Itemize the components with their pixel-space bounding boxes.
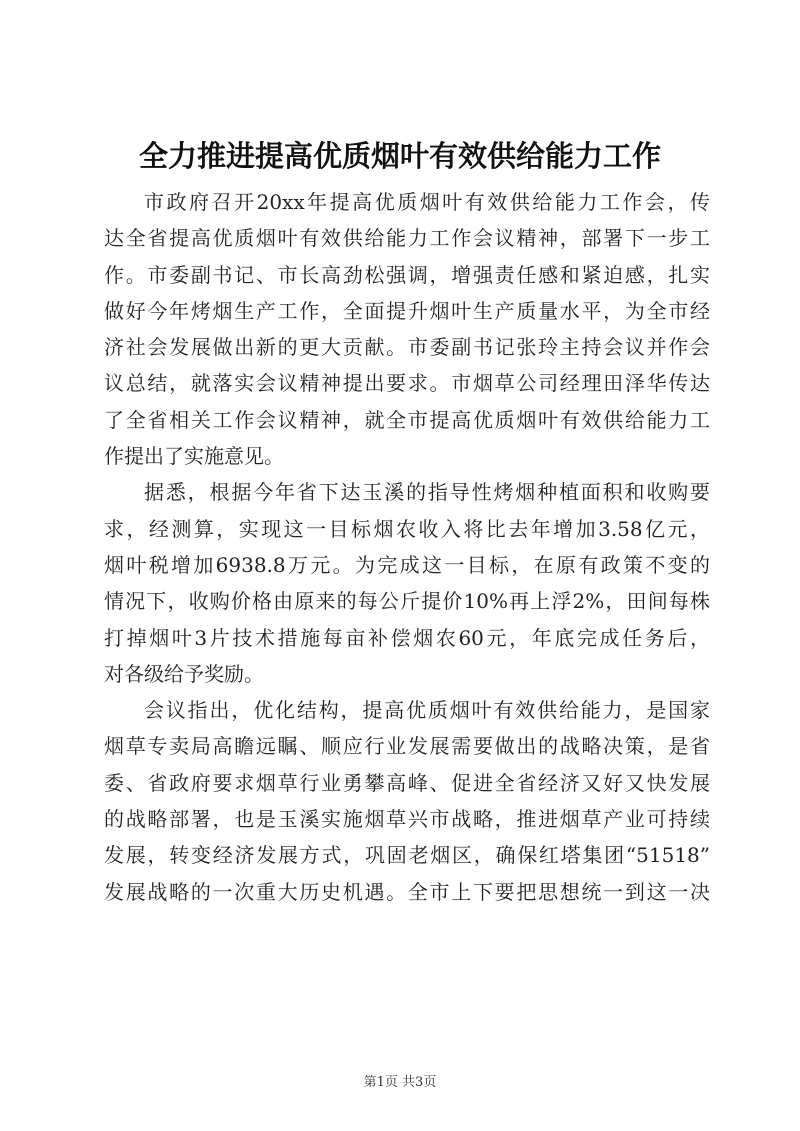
paragraph-line: 发展战略的一次重大历史机遇。全市上下要把思想统一到这一决 <box>104 879 710 904</box>
paragraph-line: 求，经测算，实现这一目标烟农收入将比去年增加3.58亿元， <box>104 516 710 541</box>
paragraph-line: 做好今年烤烟生产工作，全面提升烟叶生产质量水平，为全市经 <box>104 298 710 323</box>
document-title: 全力推进提高优质烟叶有效供给能力工作 <box>138 139 661 173</box>
paragraph-line: 议总结，就落实会议精神提出要求。市烟草公司经理田泽华传达 <box>104 371 710 396</box>
paragraph-line: 发展，转变经济发展方式，巩固老烟区，确保红塔集团“51518” <box>104 843 710 868</box>
paragraph-line: 对各级给予奖励。 <box>104 661 264 686</box>
paragraph-line: 据悉，根据今年省下达玉溪的指导性烤烟种植面积和收购要 <box>144 480 710 505</box>
document-body <box>104 184 710 910</box>
paragraph-line: 济社会发展做出新的更大贡献。市委副书记张玲主持会议并作会 <box>104 335 710 360</box>
paragraph-line: 市政府召开20xx年提高优质烟叶有效供给能力工作会，传 <box>144 190 710 214</box>
paragraph-line: 委、省政府要求烟草行业勇攀高峰、促进全省经济又好又快发展 <box>104 770 710 795</box>
page-footer: 第1页 共3页 <box>363 1075 437 1090</box>
paragraph-line: 会议指出，优化结构，提高优质烟叶有效供给能力，是国家 <box>144 698 710 723</box>
paragraph-line: 作提出了实施意见。 <box>104 444 284 469</box>
paragraph-line: 的战略部署，也是玉溪实施烟草兴市战略，推进烟草产业可持续 <box>104 807 710 832</box>
paragraph-line: 烟叶税增加6938.8万元。为完成这一目标，在原有政策不变的 <box>104 552 710 577</box>
paragraph-line: 达全省提高优质烟叶有效供给能力工作会议精神，部署下一步工 <box>104 226 710 251</box>
paragraph-line: 了全省相关工作会议精神，就全市提高优质烟叶有效供给能力工 <box>104 407 710 432</box>
paragraph-line: 打掉烟叶3片技术措施每亩补偿烟农60元，年底完成任务后， <box>104 625 710 650</box>
paragraph-line: 情况下，收购价格由原来的每公斤提价10%再上浮2%，田间每株 <box>104 589 710 614</box>
paragraph-line: 作。市委副书记、市长高劲松强调，增强责任感和紧迫感，扎实 <box>104 262 710 287</box>
paragraph-line: 烟草专卖局高瞻远瞩、顺应行业发展需要做出的战略决策，是省 <box>104 734 710 759</box>
